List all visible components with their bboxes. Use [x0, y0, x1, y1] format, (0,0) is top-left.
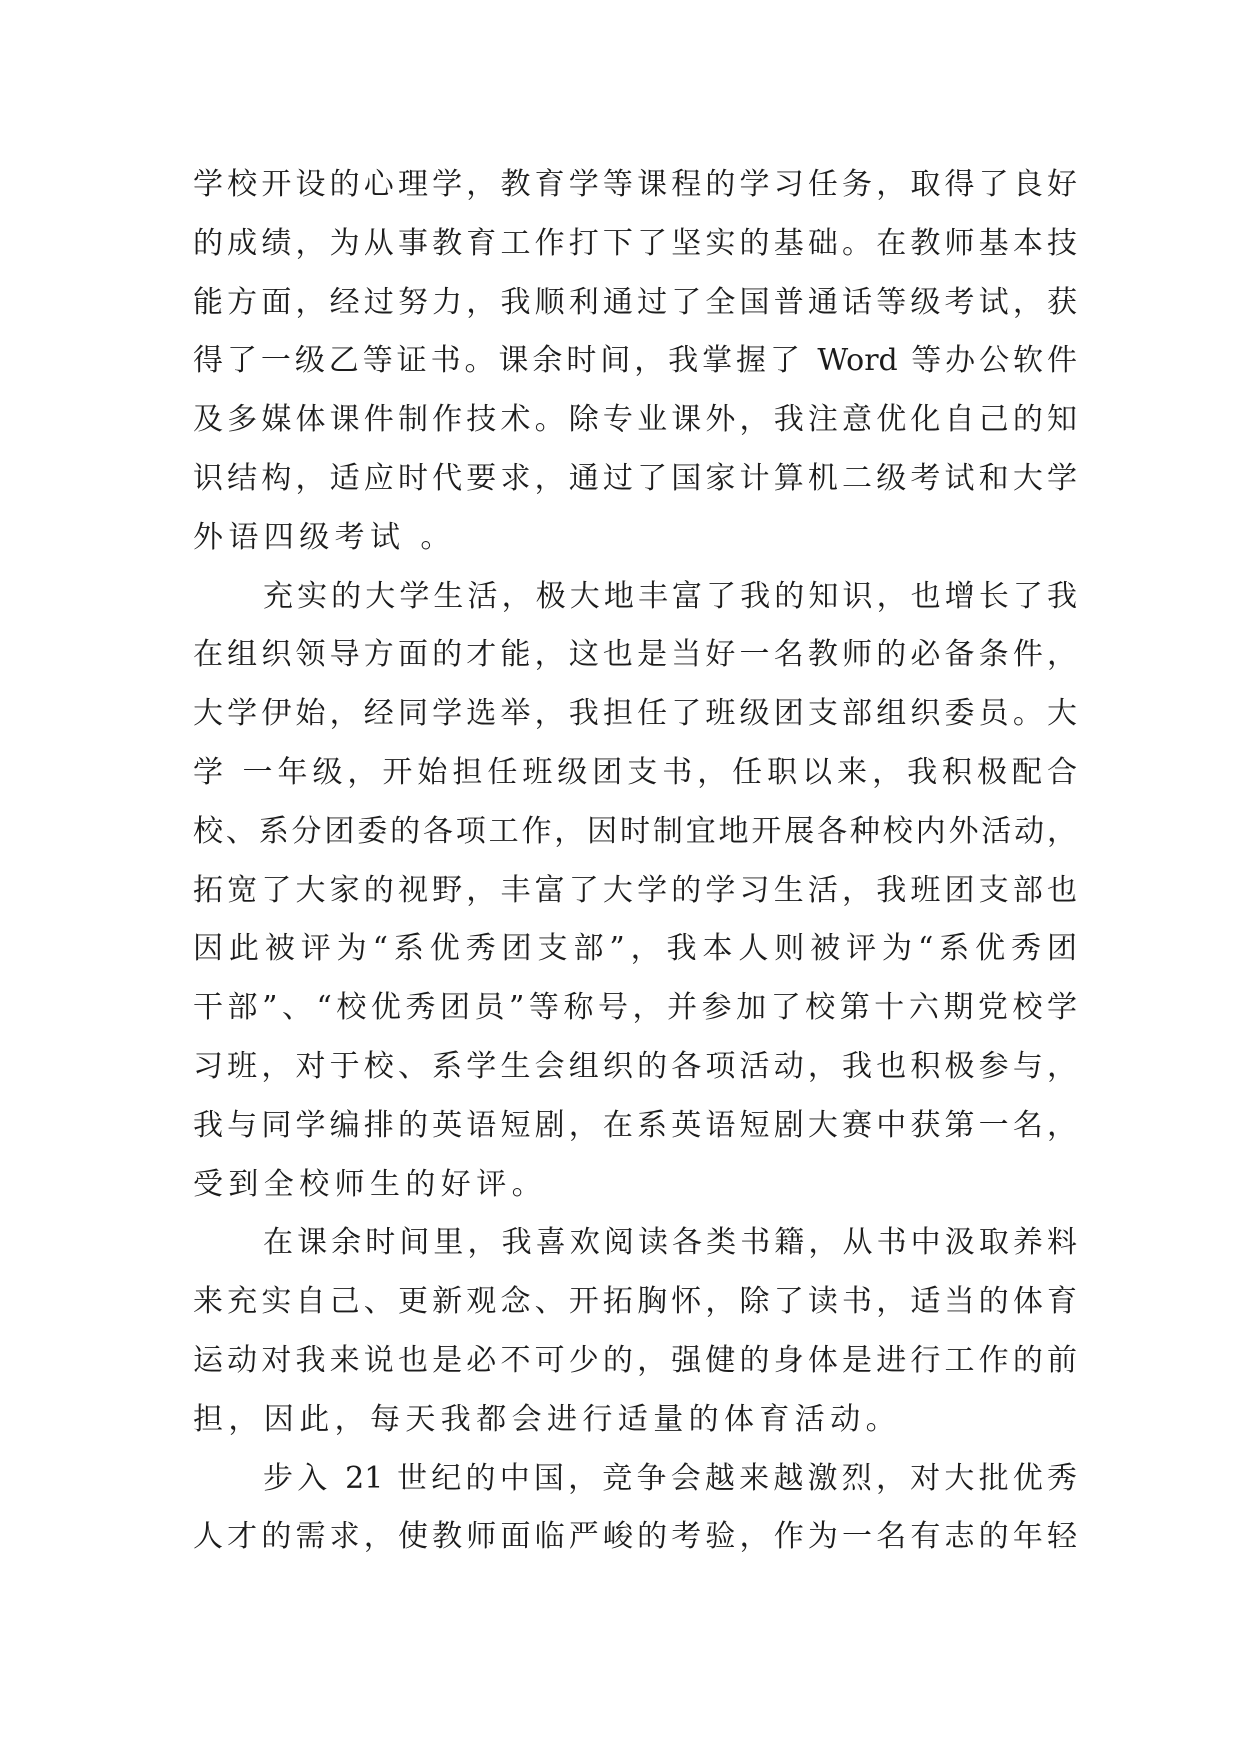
paragraph-3	[193, 1214, 1077, 1449]
text-line: 我与同学编排的英语短剧，在系英语短剧大赛中获第一名，	[193, 1107, 1077, 1143]
text-line: 来充实自己、更新观念、开拓胸怀，除了读书，适当的体育	[193, 1284, 1077, 1320]
text-line: 充实的大学生活，极大地丰富了我的知识，也增长了我	[263, 578, 1077, 614]
text-line: 因此被评为“系优秀团支部”，我本人则被评为“系优秀团	[193, 931, 1077, 967]
text-line: 学 一年级，开始担任班级团支书，任职以来，我积极配合	[193, 754, 1077, 790]
paragraph-2	[193, 568, 1077, 1215]
text-line: 在课余时间里，我喜欢阅读各类书籍，从书中汲取养料	[263, 1225, 1077, 1261]
text-line: 步入 21 世纪的中国，竞争会越来越激烈，对大批优秀	[263, 1460, 1077, 1496]
document-body	[193, 156, 1077, 1567]
text-line: 识结构，适应时代要求，通过了国家计算机二级考试和大学	[193, 460, 1077, 496]
text-line: 外语四级考试 。	[193, 519, 456, 555]
text-line: 担，因此，每天我都会进行适量的体育活动。	[193, 1401, 901, 1437]
text-line: 大学伊始，经同学选举，我担任了班级团支部组织委员。大	[193, 696, 1077, 732]
text-line: 的成绩，为从事教育工作打下了坚实的基础。在教师基本技	[193, 225, 1077, 261]
text-line: 在组织领导方面的才能，这也是当好一名教师的必备条件，	[193, 637, 1077, 673]
text-line: 习班，对于校、系学生会组织的各项活动，我也积极参与，	[193, 1048, 1077, 1084]
paragraph-4	[193, 1450, 1077, 1568]
text-line: 拓宽了大家的视野，丰富了大学的学习生活，我班团支部也	[193, 872, 1077, 908]
text-line: 受到全校师生的好评。	[193, 1166, 547, 1202]
text-line: 人才的需求，使教师面临严峻的考验，作为一名有志的年轻	[193, 1519, 1077, 1555]
text-line: 运动对我来说也是必不可少的，强健的身体是进行工作的前	[193, 1342, 1077, 1378]
text-line: 干部”、“校优秀团员”等称号，并参加了校第十六期党校学	[193, 990, 1077, 1026]
text-line: 及多媒体课件制作技术。除专业课外，我注意优化自己的知	[193, 402, 1077, 438]
text-line: 学校开设的心理学，教育学等课程的学习任务，取得了良好	[193, 167, 1077, 202]
text-line: 能方面，经过努力，我顺利通过了全国普通话等级考试，获	[193, 284, 1077, 320]
text-line: 得了一级乙等证书。课余时间，我掌握了 Word 等办公软件	[193, 343, 1077, 379]
text-line: 校、系分团委的各项工作，因时制宜地开展各种校内外活动，	[193, 813, 1077, 849]
paragraph-1	[193, 156, 1077, 568]
